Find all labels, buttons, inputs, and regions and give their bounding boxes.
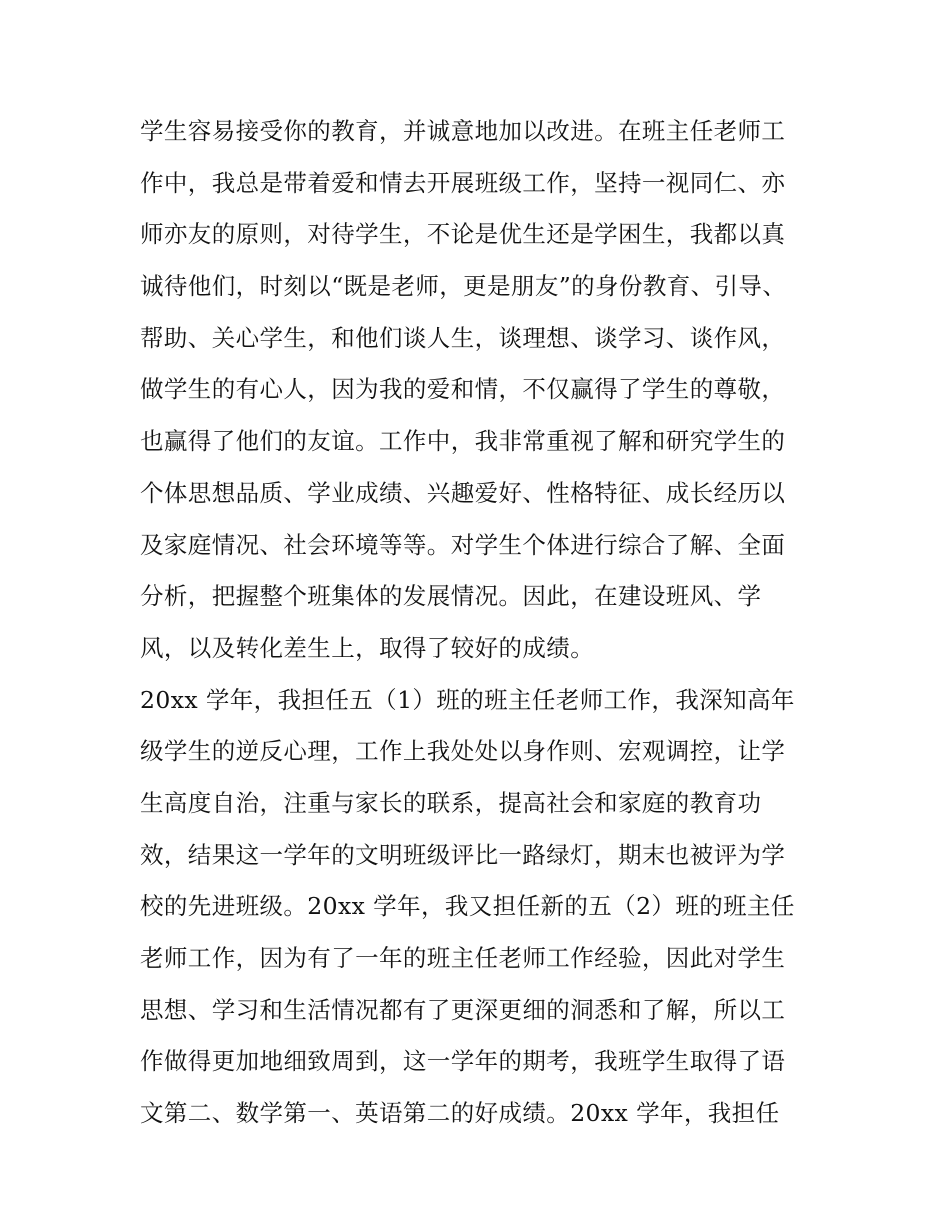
body-text [140,106,820,1140]
text-line: 作中，我总是带着爱和情去开展班级工作，坚持一视同仁、亦 [140,168,786,197]
text-line: 及家庭情况、社会环境等等。对学生个体进行综合了解、全面 [140,530,786,559]
text-line: 校的先进班级。20xx 学年，我又担任新的五（2）班的班主任 [140,892,795,921]
text-line: 学生容易接受你的教育，并诚意地加以改进。在班主任老师工 [140,117,786,145]
text-line: 分析，把握整个班集体的发展情况。因此，在建设班风、学 [140,582,762,611]
text-line: 老师工作，因为有了一年的班主任老师工作经验，因此对学生 [140,944,786,972]
text-line: 效，结果这一学年的文明班级评比一路绿灯，期末也被评为学 [140,840,786,869]
text-line: 个体思想品质、学业成绩、兴趣爱好、性格特征、成长经历以 [140,478,786,507]
text-line: 风，以及转化差生上，取得了较好的成绩。 [140,633,595,662]
text-line: 生高度自治，注重与家长的联系，提高社会和家庭的教育功 [140,788,762,817]
text-line: 作做得更加地细致周到，这一学年的期考，我班学生取得了语 [140,1047,786,1076]
text-line: 20xx 学年，我担任五（1）班的班主任老师工作，我深知高年 [140,685,795,714]
text-line: 诚待他们，时刻以“既是老师，更是朋友”的身份教育、引导、 [140,272,787,301]
text-line: 师亦友的原则，对待学生，不论是优生还是学困生，我都以真 [140,220,786,249]
text-line: 也赢得了他们的友谊。工作中，我非常重视了解和研究学生的 [140,427,786,456]
text-line: 思想、学习和生活情况都有了更深更细的洞悉和了解，所以工 [140,995,786,1024]
text-line: 级学生的逆反心理，工作上我处处以身作则、宏观调控，让学 [140,737,786,766]
text-line: 文第二、数学第一、英语第二的好成绩。20xx 学年，我担任 [140,1099,780,1128]
text-line: 帮助、关心学生，和他们谈人生，谈理想、谈学习、谈作风， [140,323,786,352]
text-line: 做学生的有心人，因为我的爱和情，不仅赢得了学生的尊敬， [140,375,786,404]
